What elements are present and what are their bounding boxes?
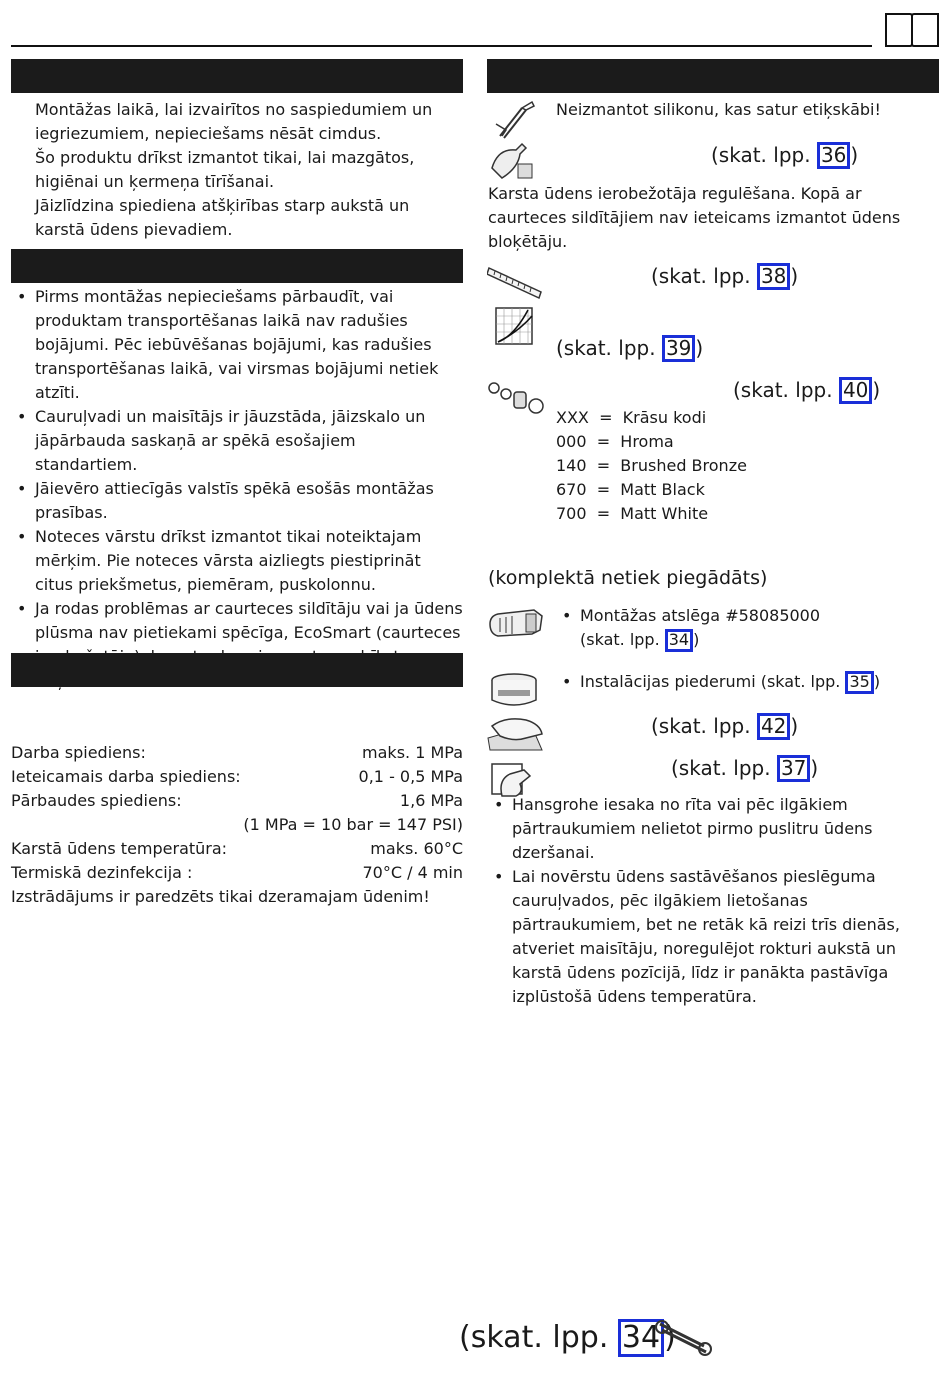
list-item: • Lai novērstu ūdens sastāvēšanos pieslēguma cauruļvados, pēc ilgākiem lietošanas pārtraukumiem, bet ne retāk kā reizi trīs dienās, atveriet maisītāju, noregulējot rokturi aukstā un karstā ūdens pozīcijā, līdz ir panākta pastāvīga izplūstošā ūdens temperatūra. bbox=[488, 865, 938, 1009]
ref-page-37[interactable]: (skat. lpp. 37 ) bbox=[671, 756, 819, 780]
list-item: • Jāievēro attiecīgās valstīs spēkā esošās montāžas prasības. bbox=[11, 477, 463, 525]
safety-header-bar bbox=[11, 59, 463, 93]
list-item: • Ja rodas problēmas ar caurteces sildītāju vai ja ūdens plūsma nav pietiekami spēcīga, EcoSmart (caurteces bbox=[11, 597, 463, 693]
drinking-water-note: Izstrādājums ir paredzēts tikai dzeramajam ūdenim! bbox=[11, 887, 430, 906]
wrench-tool-icon bbox=[486, 604, 546, 644]
spare-parts-icon bbox=[486, 378, 546, 418]
ref-page-40[interactable]: (skat. lpp. 40 ) bbox=[733, 378, 881, 402]
list-item: 670 = Matt Black bbox=[556, 480, 705, 499]
handle-operation-icon bbox=[490, 756, 538, 798]
spec-row: Karstā ūdens temperatūra: maks. 60°C bbox=[11, 839, 463, 858]
list-item: • Cauruļvadi un maisītājs ir jāuzstāda, jāizskalo un jāpārbauda saskaņā ar spēkā esošajiem standartiem. bbox=[11, 405, 463, 477]
list-item: • Montāžas atslēga #58085000 (skat. lpp. 34 ) bbox=[556, 604, 936, 652]
ref-page-42[interactable]: (skat. lpp. 42 ) bbox=[651, 714, 799, 738]
ref-page-35[interactable]: 35 ) bbox=[845, 672, 880, 691]
ref-page-34-small[interactable]: (skat. lpp. 34 ) bbox=[580, 630, 699, 649]
grease-tin-icon bbox=[488, 670, 540, 710]
silicone-note: Neizmantot silikonu, kas satur etiķskābi! bbox=[556, 100, 881, 119]
spec-row: Ieteicamais darba spiediens: 0,1 - 0,5 MPa bbox=[11, 767, 463, 786]
ruler-icon bbox=[487, 262, 543, 300]
safety-notes bbox=[35, 98, 463, 242]
install-accessories-item: • Instalācijas piederumi (skat. lpp. 35 ) bbox=[556, 670, 880, 694]
safety-note: Šo produktu drīkst izmantot tikai, lai mazgātos, higiēnai un ķermeņa tīrīšanai. bbox=[35, 148, 415, 191]
spec-row: Termiskā dezinfekcija : 70°C / 4 min bbox=[11, 863, 463, 882]
list-item: 000 = Hroma bbox=[556, 432, 674, 451]
safety-note: Montāžas laikā, lai izvairītos no saspiedumiem un iegriezumiem, nepieciešams nēsāt cimdus. bbox=[35, 100, 433, 143]
not-included-heading: (komplektā netiek piegādāts) bbox=[488, 567, 768, 589]
silicone-gun-icon bbox=[492, 100, 536, 140]
flow-graph-icon bbox=[494, 306, 534, 346]
install-header-bar bbox=[11, 249, 463, 283]
list-item: 700 = Matt White bbox=[556, 504, 709, 523]
safety-note: Jāizlīdzina spiediena atšķirības starp aukstā un karstā ūdens pievadiem. bbox=[35, 196, 410, 239]
header-rule bbox=[11, 45, 872, 47]
not-included-list bbox=[556, 604, 936, 652]
list-item: • Hansgrohe iesaka no rīta vai pēc ilgākiem pārtraukumiem nelietot pirmo puslitru ūdens dzeršanai. bbox=[488, 793, 938, 865]
list-item: • Noteces vārstu drīkst izmantot tikai noteiktajam mērķim. Pie noteces vārsta aizliegts piestiprināt citus priekšmetus, piemēram, puskolonnu. bbox=[11, 525, 463, 597]
list-item: 140 = Brushed Bronze bbox=[556, 456, 747, 475]
maintenance-header-bar bbox=[487, 59, 939, 93]
list-item: • Pirms montāžas nepieciešams pārbaudīt, vai produktam transportēšanas laikā nav radušies bojājumi. Pēc iebūvēšanas bojājumi, kas radušies transportēšanas laikā, vai virsmas bojājumi netiek atzīti. bbox=[11, 285, 463, 405]
spec-row: (1 MPa = 10 bar = 147 PSI) bbox=[243, 815, 463, 834]
wrench-icon bbox=[654, 1316, 712, 1358]
no-acid-hand-icon bbox=[488, 138, 536, 182]
list-item: XXX = Krāsu kodi bbox=[556, 408, 707, 427]
specs-header-bar bbox=[11, 653, 463, 687]
spec-row: Darba spiediens: maks. 1 MPa bbox=[11, 743, 463, 762]
ref-page-34-footer[interactable]: (skat. lpp. 34 ) bbox=[459, 1320, 676, 1355]
ref-page-38[interactable]: (skat. lpp. 38 ) bbox=[651, 264, 799, 288]
usage-bullet-list bbox=[488, 793, 938, 1009]
install-bullet-list bbox=[11, 285, 463, 693]
specs-table bbox=[11, 741, 463, 909]
hot-water-note: Karsta ūdens ierobežotāja regulēšana. Kopā ar caurteces sildītājiem nav ieteicams izmantot ūdens bloķētāju. bbox=[488, 184, 901, 251]
manual-book-icon bbox=[884, 12, 940, 48]
ref-page-39[interactable]: (skat. lpp. 39 ) bbox=[556, 336, 704, 360]
ref-page-36[interactable]: (skat. lpp. 36 ) bbox=[711, 143, 859, 167]
spec-row: Pārbaudes spiediens: 1,6 MPa bbox=[11, 791, 463, 810]
cleaning-hand-icon bbox=[486, 712, 544, 752]
color-code-list bbox=[556, 406, 747, 526]
